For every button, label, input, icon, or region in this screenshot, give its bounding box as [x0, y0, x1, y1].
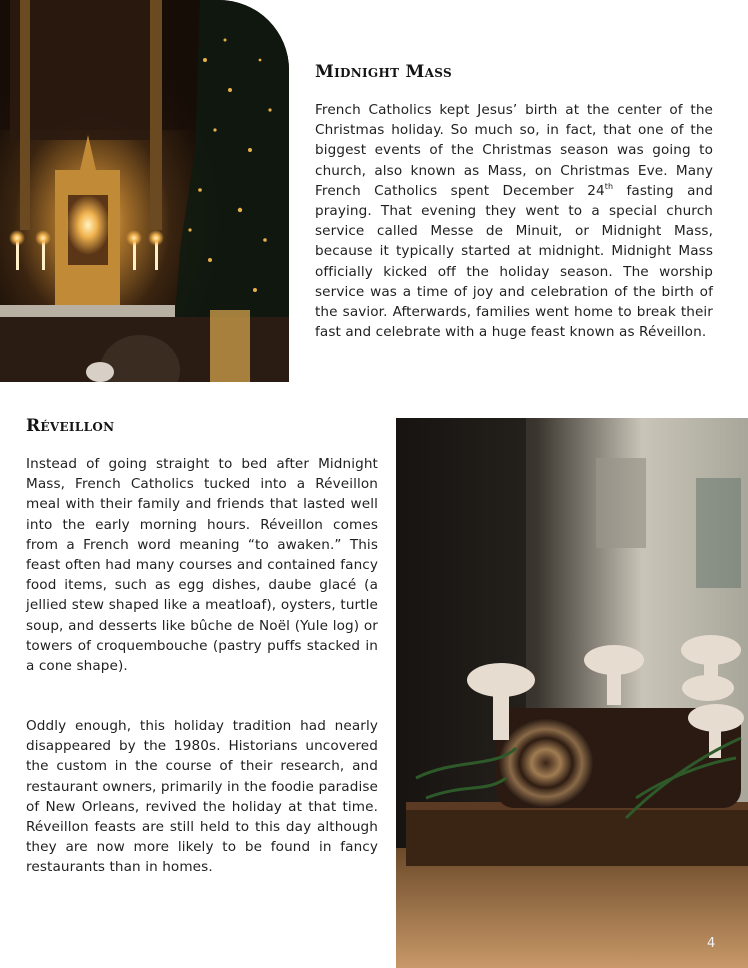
- reveillon-paragraph-2: Oddly enough, this holiday tradition had nearly disappeared by the 1980s. Historians uncovered the custom in the course of their research, and restaurant owners, primarily in the foodie paradise of New Orleans, revived the holiday at that time. Réveillon feasts are still held to this day although they are now more likely to be found in fancy restaurants than in homes.: [26, 718, 378, 876]
- church-altar-photo: [0, 0, 289, 382]
- page-number: 4: [707, 936, 716, 951]
- midnight-mass-paragraph: French Catholics kept Jesus’ birth at the center of the Christmas holiday. So much so, in fact, that one of the biggest events of the Christmas season was going to church, also known as Mass, on Christmas Eve. Many French Catholics spent December 24th fasting and praying. That evening they went to a special church service called Messe de Minuit, or Midnight Mass, because it typically started at midnight. Midnight Mass officially kicked off the holiday season. The worship service was a time of joy and celebration of the birth of the savior. Afterwards, families went home to break their fast and celebrate with a huge feast known as Réveillon.: [315, 102, 714, 341]
- midnight-mass-heading: Midnight Mass: [315, 62, 452, 82]
- yule-log-photo: [396, 418, 748, 968]
- reveillon-heading: Réveillon: [26, 416, 115, 436]
- reveillon-paragraph-1: Instead of going straight to bed after Midnight Mass, French Catholics tucked into a Réveillon meal with their family and friends that lasted well into the early morning hours. Réveillon comes from a French word meaning “to awaken.” This feast often had many courses and contained fancy food items, such as egg dishes, daube glacé (a jellied stew shaped like a meatloaf), oysters, turtle soup, and desserts like bûche de Noël (Yule log) or towers of croquembouche (pastry puffs stacked in a cone shape).: [26, 456, 378, 675]
